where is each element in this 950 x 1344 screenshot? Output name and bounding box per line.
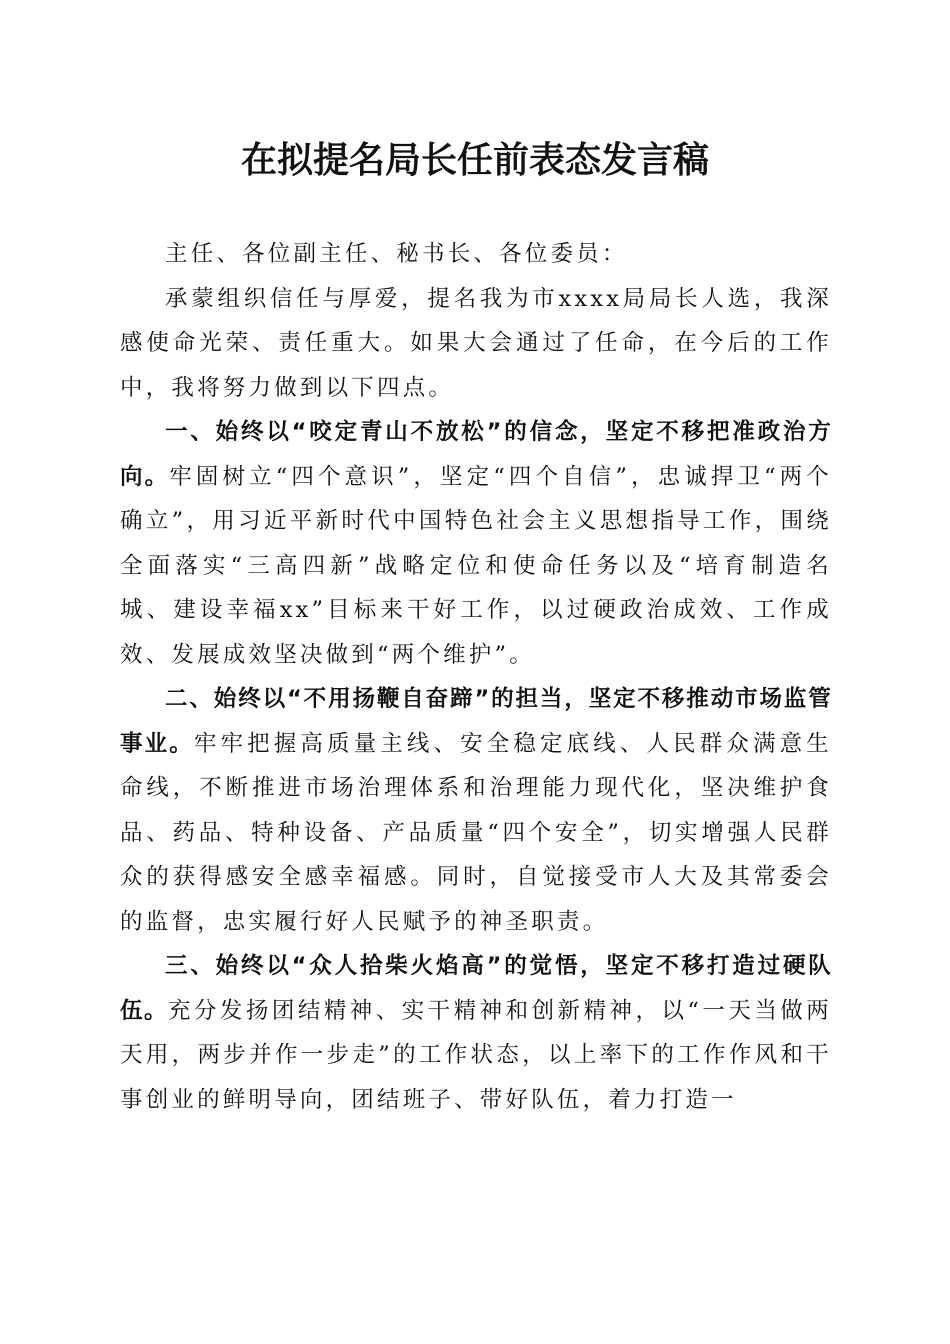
- section-heading-2: 二、始终以“不用扬鞭自奋蹄”的担当，坚定不移推动市场监管事业。: [120, 686, 832, 757]
- section-paragraph-3: [120, 944, 832, 1122]
- section-paragraph-2: [120, 677, 832, 944]
- document-title: 在拟提名局长任前表态发言稿: [240, 139, 709, 181]
- document-body: [120, 232, 832, 1122]
- intro-paragraph: 承蒙组织信任与厚爱，提名我为市xxxx局局长人选，我深感使命光荣、责任重大。如果大会通过了任命，在今后的工作中，我将努力做到以下四点。: [120, 285, 832, 401]
- section-heading-1: 一、始终以“咬定青山不放松”的信念，坚定不移把准政治方向。: [120, 419, 832, 490]
- salutation: 主任、各位副主任、秘书长、各位委员：: [165, 241, 628, 267]
- section-heading-3: 三、始终以“众人拾柴火焰高”的觉悟，坚定不移打造过硬队伍。: [120, 953, 832, 1024]
- section-paragraph-1: [120, 410, 832, 677]
- section-text-3: 充分发扬团结精神、实干精神和创新精神，以“一天当做两天用，两步并作一步走”的工作状态，以上率下的工作作风和干事创业的鲜明导向，团结班子、带好队伍，着力打造一: [120, 997, 832, 1113]
- section-text-2: 牢牢把握高质量主线、安全稳定底线、人民群众满意生命线，不断推进市场治理体系和治理能力现代化，坚决维护食品、药品、特种设备、产品质量“四个安全”，切实增强人民群众的获得感安全感幸福感。同时，自觉接受市人大及其常委会的监督，忠实履行好人民赋予的神圣职责。: [120, 730, 832, 935]
- section-text-1: 牢固树立“四个意识”，坚定“四个自信”，忠诚捍卫“两个确立”，用习近平新时代中国特色社会主义思想指导工作，围绕全面落实“三高四新”战略定位和使命任务以及“培育制造名城、建设幸福xx”目标来干好工作，以过硬政治成效、工作成效、发展成效坚决做到“两个维护”。: [120, 463, 832, 668]
